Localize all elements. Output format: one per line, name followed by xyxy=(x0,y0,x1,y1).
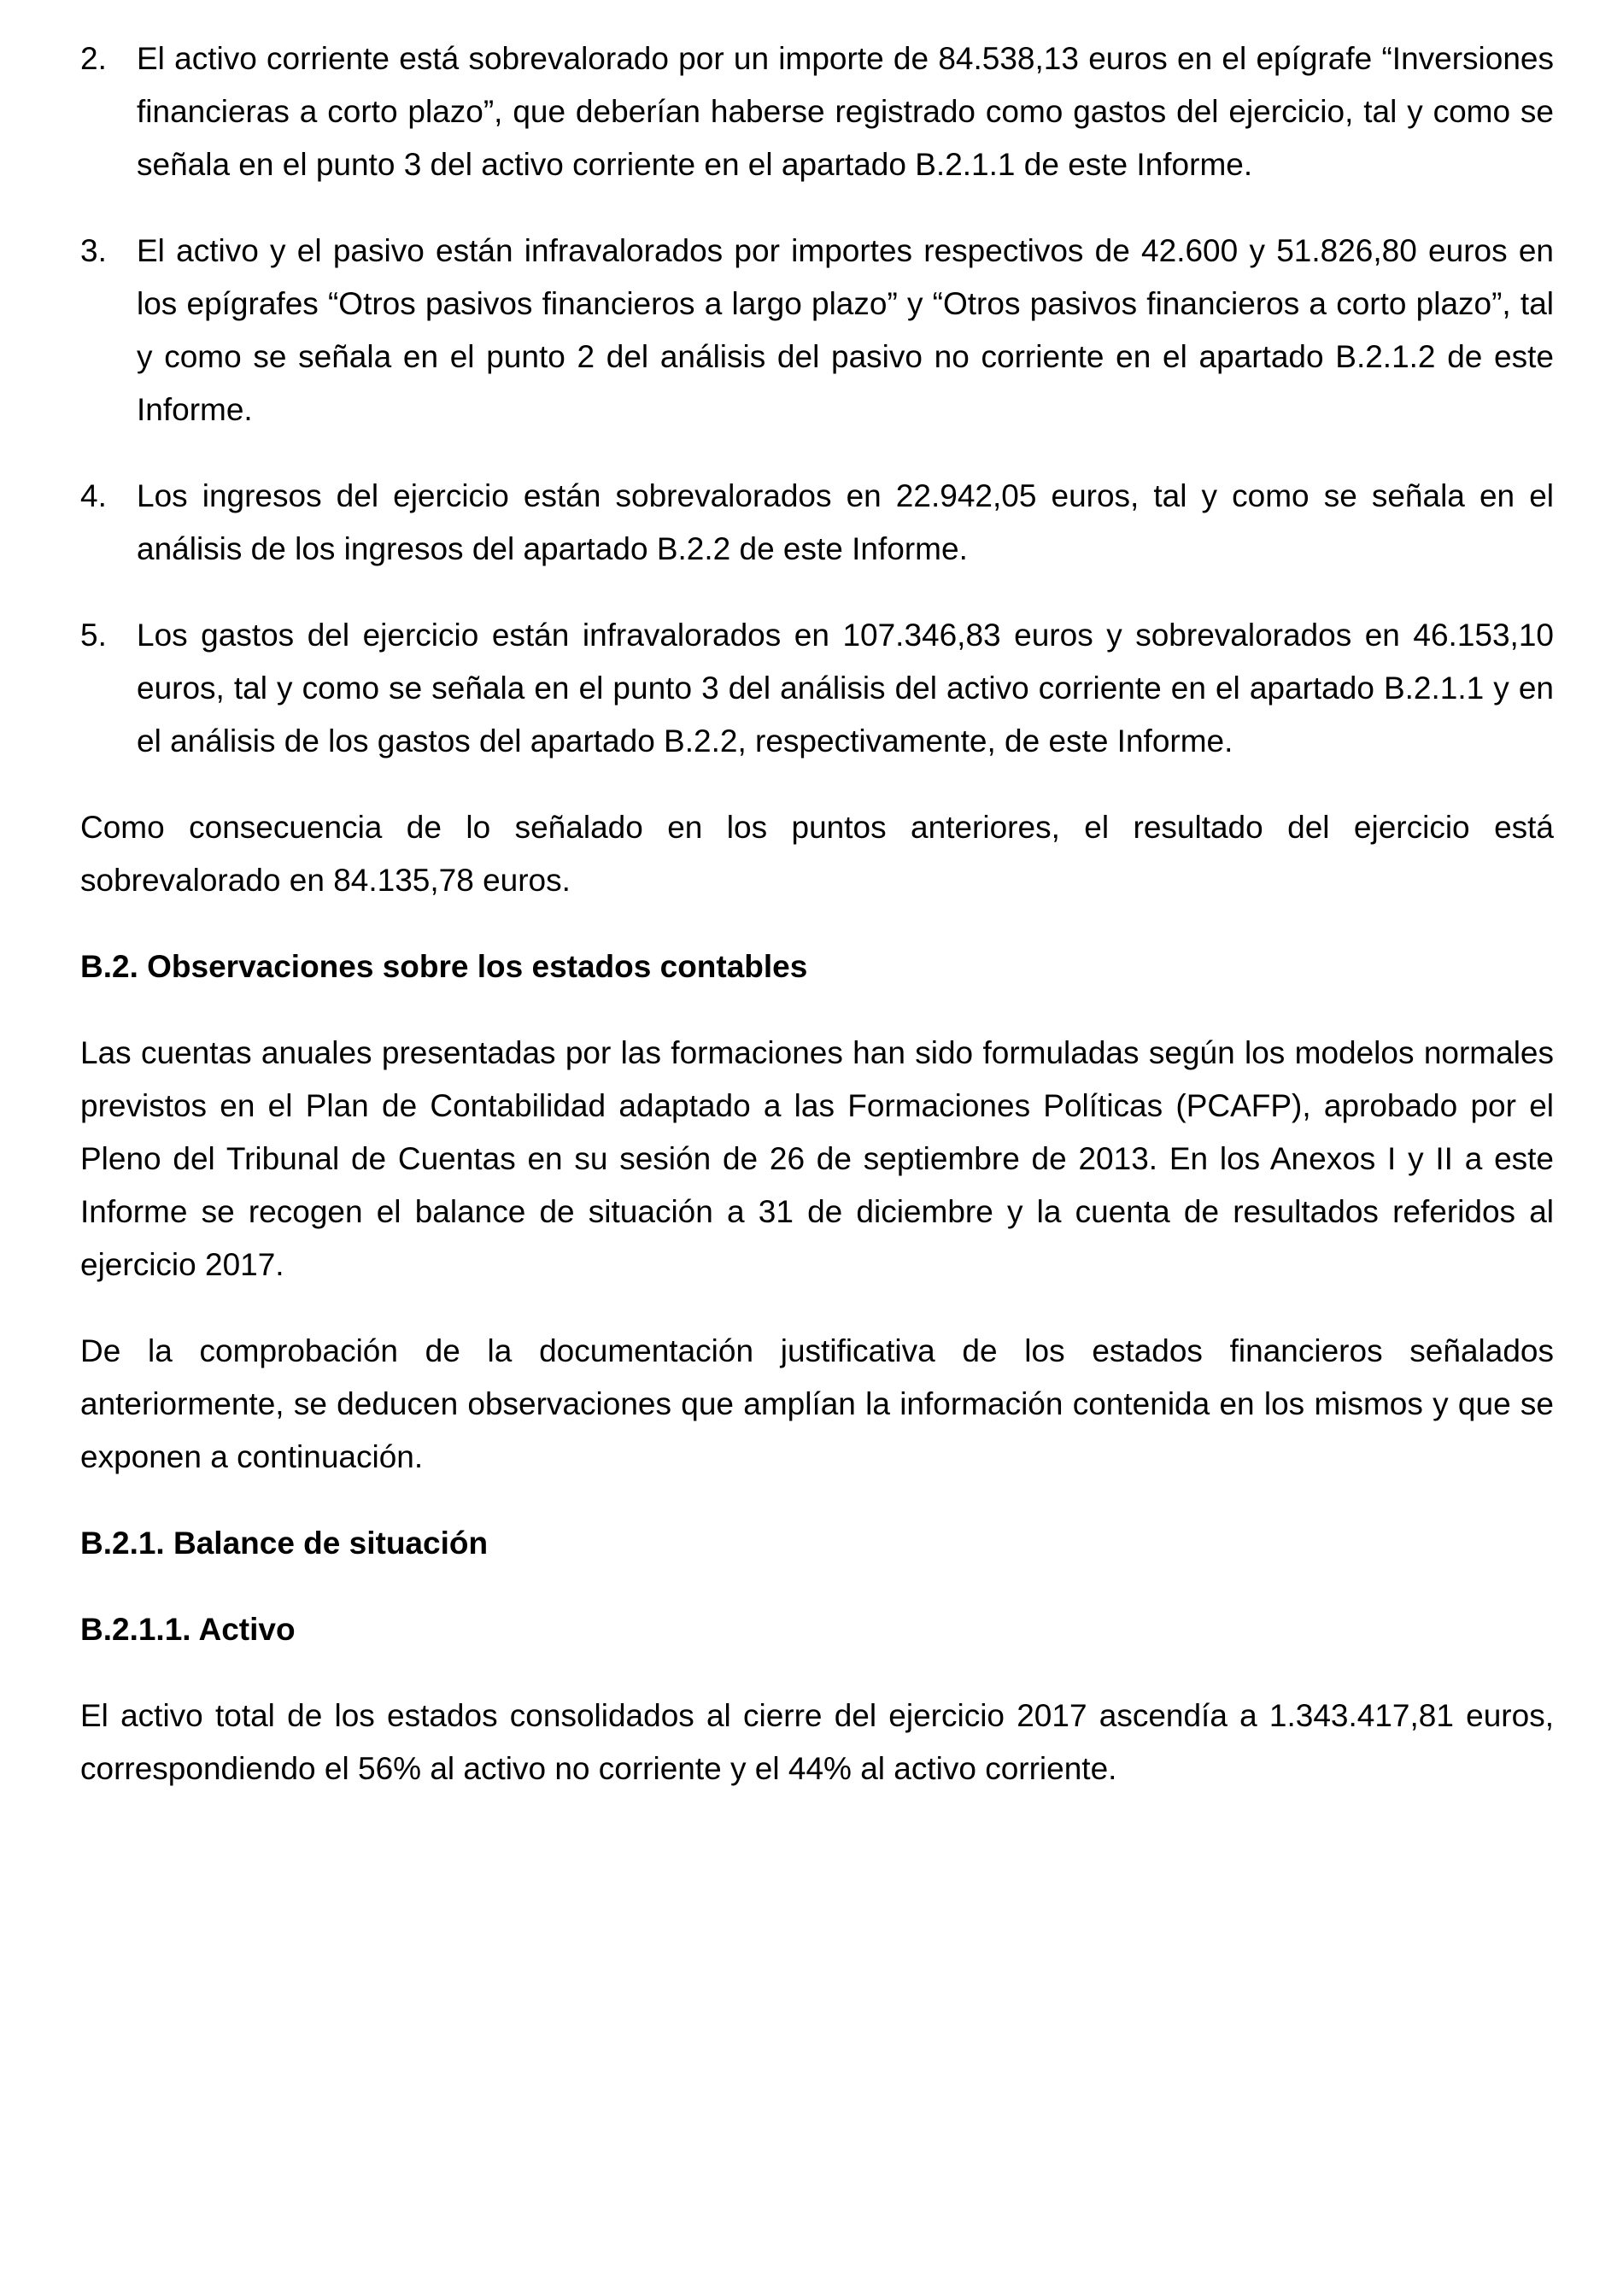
list-item-text: Los ingresos del ejercicio están sobrevalorados en 22.942,05 euros, tal y como se señala en el análisis de los ingresos del apartado B.2.2 de este Informe. xyxy=(137,478,1554,566)
list-item-number: 4. xyxy=(80,478,107,513)
list-item-number: 2. xyxy=(80,41,107,76)
list-item-5 xyxy=(80,609,1554,768)
section-heading-b2: B.2. Observaciones sobre los estados contables xyxy=(80,949,808,984)
section-heading-b21: B.2.1. Balance de situación xyxy=(80,1526,489,1561)
section-heading-b211: B.2.1.1. Activo xyxy=(80,1612,296,1647)
conclusion-paragraph: Como consecuencia de lo señalado en los puntos anteriores, el resultado del ejercicio está sobrevalorado en 84.135,78 euros. xyxy=(80,810,1554,898)
b2-paragraph-1: Las cuentas anuales presentadas por las formaciones han sido formuladas según los modelos normales previstos en el Plan de Contabilidad adaptado a las Formaciones Políticas (PCAFP), aprobado por el Pleno del Tribunal de Cuentas en su sesión de 26 de septiembre de 2013. En los Anexos I y II a este Informe se recogen el balance de situación a 31 de diciembre y la cuenta de resultados referidos al ejercicio 2017. xyxy=(80,1035,1554,1282)
b2-paragraph-2: De la comprobación de la documentación justificativa de los estados financieros señalados anteriormente, se deducen observaciones que amplían la información contenida en los mismos y que se exponen a continuación. xyxy=(80,1333,1554,1474)
list-item-text: Los gastos del ejercicio están infravalorados en 107.346,83 euros y sobrevalorados en 46.153,10 euros, tal y como se señala en el punto 3 del análisis del activo corriente en el apartado B.2.1.1 y en el análisis de los gastos del apartado B.2.2, respectivamente, de este Informe. xyxy=(137,618,1554,758)
document-page xyxy=(80,32,1554,1829)
list-item-4 xyxy=(80,470,1554,576)
list-item-3 xyxy=(80,225,1554,436)
b211-paragraph: El activo total de los estados consolidados al cierre del ejercicio 2017 ascendía a 1.343.417,81 euros, correspondiendo el 56% al activo no corriente y el 44% al activo corriente. xyxy=(80,1698,1554,1786)
list-item-2 xyxy=(80,32,1554,191)
list-item-text: El activo corriente está sobrevalorado por un importe de 84.538,13 euros en el epígrafe “Inversiones financieras a corto plazo”, que deberían haberse registrado como gastos del ejercicio, tal y como se señala en el punto 3 del activo corriente en el apartado B.2.1.1 de este Informe. xyxy=(137,41,1554,182)
list-item-text: El activo y el pasivo están infravalorados por importes respectivos de 42.600 y 51.826,80 euros en los epígrafes “Otros pasivos financieros a largo plazo” y “Otros pasivos financieros a corto plazo”, tal y como se señala en el punto 2 del análisis del pasivo no corriente en el apartado B.2.1.2 de este Informe. xyxy=(137,233,1554,427)
list-item-number: 5. xyxy=(80,618,107,653)
list-item-number: 3. xyxy=(80,233,107,268)
